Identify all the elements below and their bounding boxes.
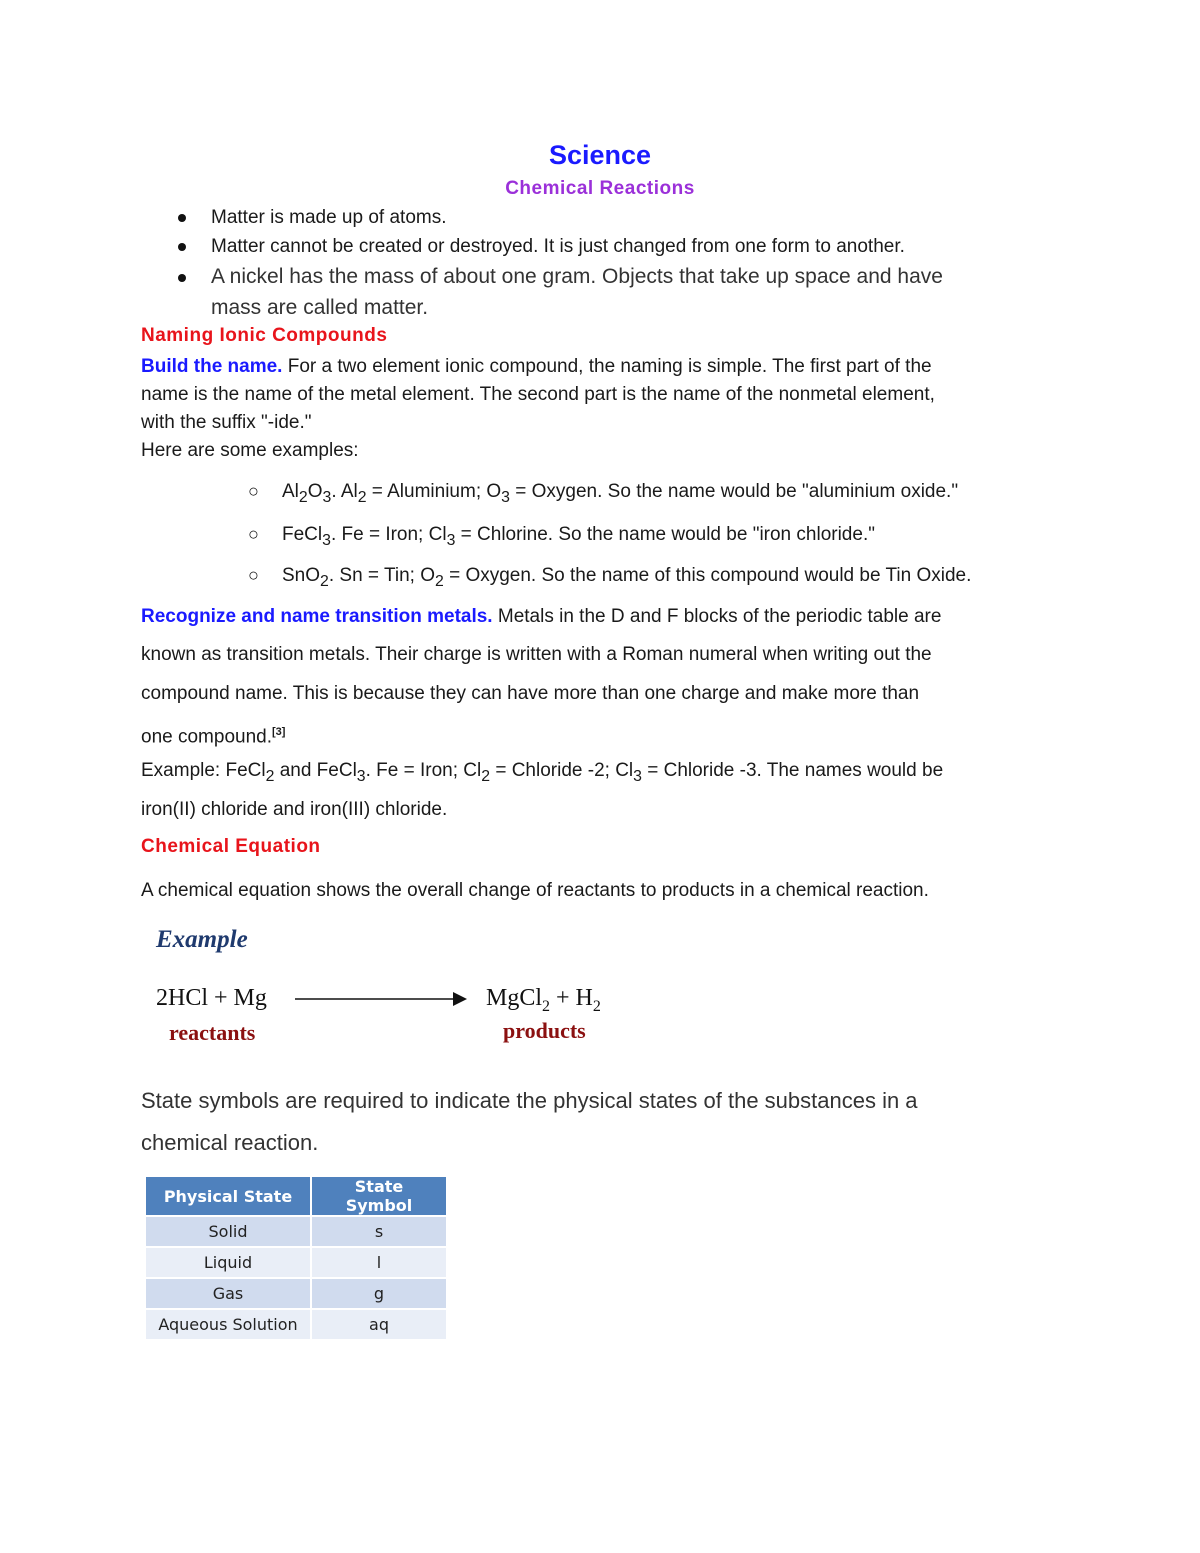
state-symbols-table — [144, 1175, 448, 1341]
equation-description: A chemical equation shows the overall change of reactants to products in a chemical reaction. — [141, 880, 929, 901]
build-name-line-3: with the suffix "-ide." — [141, 412, 312, 433]
table-row — [146, 1217, 446, 1246]
document-title: Science — [548, 140, 652, 170]
build-name-line-2: name is the name of the metal element. The second part is the name of the nonmetal element, — [141, 384, 935, 405]
table-cell: Gas — [146, 1279, 310, 1308]
transition-line-3: compound name. This is because they can have more than one charge and make more than — [141, 683, 920, 704]
reaction-arrow-icon — [295, 990, 470, 1008]
transition-line-2: known as transition metals. Their charge is written with a Roman numeral when writing out the — [141, 644, 932, 665]
transition-bold: Recognize and name transition metals. — [141, 606, 493, 627]
footnote-link[interactable]: [3] — [272, 726, 286, 738]
example-tin-oxide: SnO$_2$. Sn = Tin; $O_2$ = Oxygen. So the name of this compound would be Tin Oxide. — [282, 565, 972, 590]
bullet-item: A nickel has the mass of about one gram. Objects that take up space and have — [211, 265, 943, 288]
build-name-text: For a two element ionic compound, the naming is simple. The first part of the — [282, 356, 932, 377]
table-header-row — [146, 1177, 446, 1215]
table-cell: Liquid — [146, 1248, 310, 1277]
bullet-dot — [178, 214, 186, 222]
circle-bullet-icon: ○ — [248, 481, 259, 501]
transition-line-1: Recognize and name transition metals. Metals in the D and F blocks of the periodic table are — [141, 606, 942, 627]
table-cell: l — [312, 1248, 446, 1277]
table-cell: g — [312, 1279, 446, 1308]
table-header-cell: State Symbol — [312, 1177, 446, 1215]
products-formula: MgCl$_2$ + $H_2$ — [486, 985, 601, 1015]
transition-line-4: one compound.[3] — [141, 726, 286, 748]
table-cell: aq — [312, 1310, 446, 1339]
bullet-dot — [178, 243, 186, 251]
equation-heading: Chemical Equation — [141, 836, 321, 857]
build-name-bold: Build the name. — [141, 356, 283, 377]
bullet-item-continued: mass are called matter. — [211, 296, 429, 319]
table-row — [146, 1248, 446, 1277]
table-row — [146, 1279, 446, 1308]
state-symbols-text-continued: chemical reaction. — [141, 1130, 319, 1155]
bullet-item: Matter is made up of atoms. — [211, 207, 447, 228]
document-subtitle: Chemical Reactions — [505, 178, 695, 199]
example-iron-chloride: FeCl$_3$. Fe = Iron; $Cl_3$ = Chlorine. So the name would be "iron chloride." — [282, 524, 875, 549]
state-symbols-text: State symbols are required to indicate the physical states of the substances in a — [141, 1088, 918, 1113]
transition-example-line-2: iron(II) chloride and iron(III) chloride. — [141, 799, 448, 820]
circle-bullet-icon: ○ — [248, 524, 259, 544]
reactants-label: reactants — [169, 1020, 256, 1045]
example-title: Example — [156, 926, 248, 953]
table-cell: Solid — [146, 1217, 310, 1246]
example-aluminium-oxide: $Al_2O_3$. $Al_2$ = Aluminium; $O_3$ = Oxygen. So the name would be "aluminium oxide." — [282, 481, 959, 506]
products-label: products — [503, 1018, 586, 1043]
circle-bullet-icon: ○ — [248, 565, 259, 585]
transition-example: Example: FeCl$_2$ and FeCl$_3$. Fe = Iron; $Cl_2$ = Chloride -2; $Cl_3$ = Chloride -3. The names would be — [141, 760, 944, 785]
reactants-formula: 2HCl + Mg — [156, 985, 267, 1011]
bullet-dot — [178, 274, 186, 282]
table-header-cell: Physical State — [146, 1177, 310, 1215]
bullet-item: Matter cannot be created or destroyed. It is just changed from one form to another. — [211, 236, 905, 257]
examples-intro: Here are some examples: — [141, 440, 359, 461]
table-cell: Aqueous Solution — [146, 1310, 310, 1339]
naming-heading: Naming Ionic Compounds — [141, 325, 388, 346]
table-row — [146, 1310, 446, 1339]
table-cell: s — [312, 1217, 446, 1246]
build-name-line-1 — [141, 353, 932, 381]
